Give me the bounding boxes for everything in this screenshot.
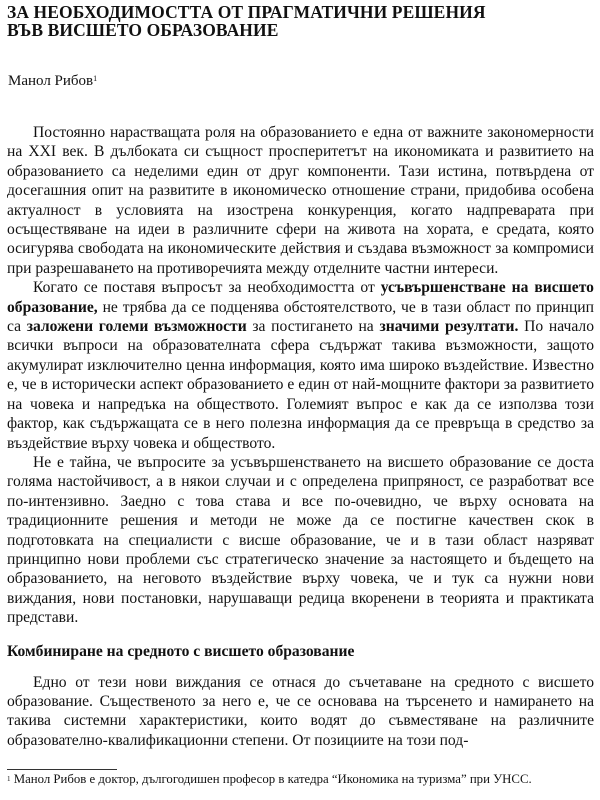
paragraph-text: Едно от тези нови виждания се отнася до съчетаване на средното с висшето образование. Същественото за него е, че се основава на търсенето и намирането на такива системни характеристики, които водят до съвместяване на различните образователно-квалификационни степени. От позициите на този под-	[7, 673, 594, 749]
author-line	[8, 72, 594, 90]
section-paragraphs	[7, 673, 594, 751]
author-name: Манол Рибов	[8, 73, 94, 89]
paragraph-text: за постигането на	[246, 318, 380, 336]
document-page	[7, 0, 594, 750]
intro-paragraphs	[7, 123, 594, 628]
article-body	[7, 123, 594, 750]
emphasized-text: заложени големи възможности	[26, 318, 247, 336]
paragraph-text: Не е тайна, че въпросите за усъвършенстването на висшето образование се доста голяма настойчивост, а в някои случаи и с определена припряност, се разработват все по-интензивно. Заедно с това става и все по-очевидно, че върху основата на традиционните решения и методи не може да се постигне качествен скок в подготовката на специалисти с висше образование, че и в тази област назряват принципно нови проблеми със стратегическо значение за настоящето и бъдещето на образованието, на неговото въздействие върху човека, че и тук са нужни нови виждания, нови постановки, нарушаващи редица вкоренени в теорията и практиката представи.	[7, 453, 594, 627]
emphasized-text: усъвършенстване на висшето образование,	[7, 279, 594, 316]
footnote	[7, 772, 594, 787]
paragraph	[7, 278, 594, 453]
paragraph	[7, 453, 594, 628]
footnote-mark: 1	[7, 775, 11, 783]
paragraph	[7, 673, 594, 751]
title-line-1: ЗА НЕОБХОДИМОСТТА ОТ ПРАГМАТИЧНИ РЕШЕНИЯ	[7, 2, 486, 22]
emphasized-text: значими резултати.	[379, 318, 519, 336]
paragraph-text: По начало всички въпроси на образователната сфера съдържат такива възможности, защото акумулират изключително ценна информация, която има широко въздействие. Известно е, че в исторически аспект образованието е един от най-мощните фактори за развитието на човека и напредъка на обществото. Големият въпрос е как да се използва този фактор, как съдържащата се в него полезна информация да се превръща в средство за въздействие върху човека и обществото.	[7, 318, 594, 452]
article-title	[7, 3, 594, 39]
author-footnote-mark: 1	[93, 74, 98, 83]
paragraph-text: Когато се поставя въпросът за необходимостта от	[33, 279, 381, 297]
title-line-2: ВЪВ ВИСШЕТО ОБРАЗОВАНИЕ	[7, 20, 279, 40]
footnote-divider	[7, 769, 117, 770]
paragraph-text: не трябва да се подценява обстоятелството, че в тази област по принцип са	[7, 298, 594, 336]
footnote-text: Манол Рибов е доктор, дългогодишен професор в катедра “Икономика на туризма” при УНСС.	[10, 772, 532, 786]
paragraph-text: Постоянно нарастващата роля на образованието е една от важните закономерности на XXI век. В дълбоката си същност просперитетът на икономиката и развитието на образованието са неделими един от друг компоненти. Тази истина, потвърдена от досегашния опит на развитите в икономическо отношение страни, придобива особена актуалност в условията на изострена конкуренция, когато надпреварата при осъществяване на идеи в различните сфери на живота на хората, е средата, която осигурява свободата на икономическите действия и създава възможност за компромиси при разрешаването на противоречията между отделните частни интереси.	[7, 124, 594, 277]
paragraph	[7, 123, 594, 278]
section-heading: Комбиниране на средното с висшето образование	[7, 642, 355, 660]
